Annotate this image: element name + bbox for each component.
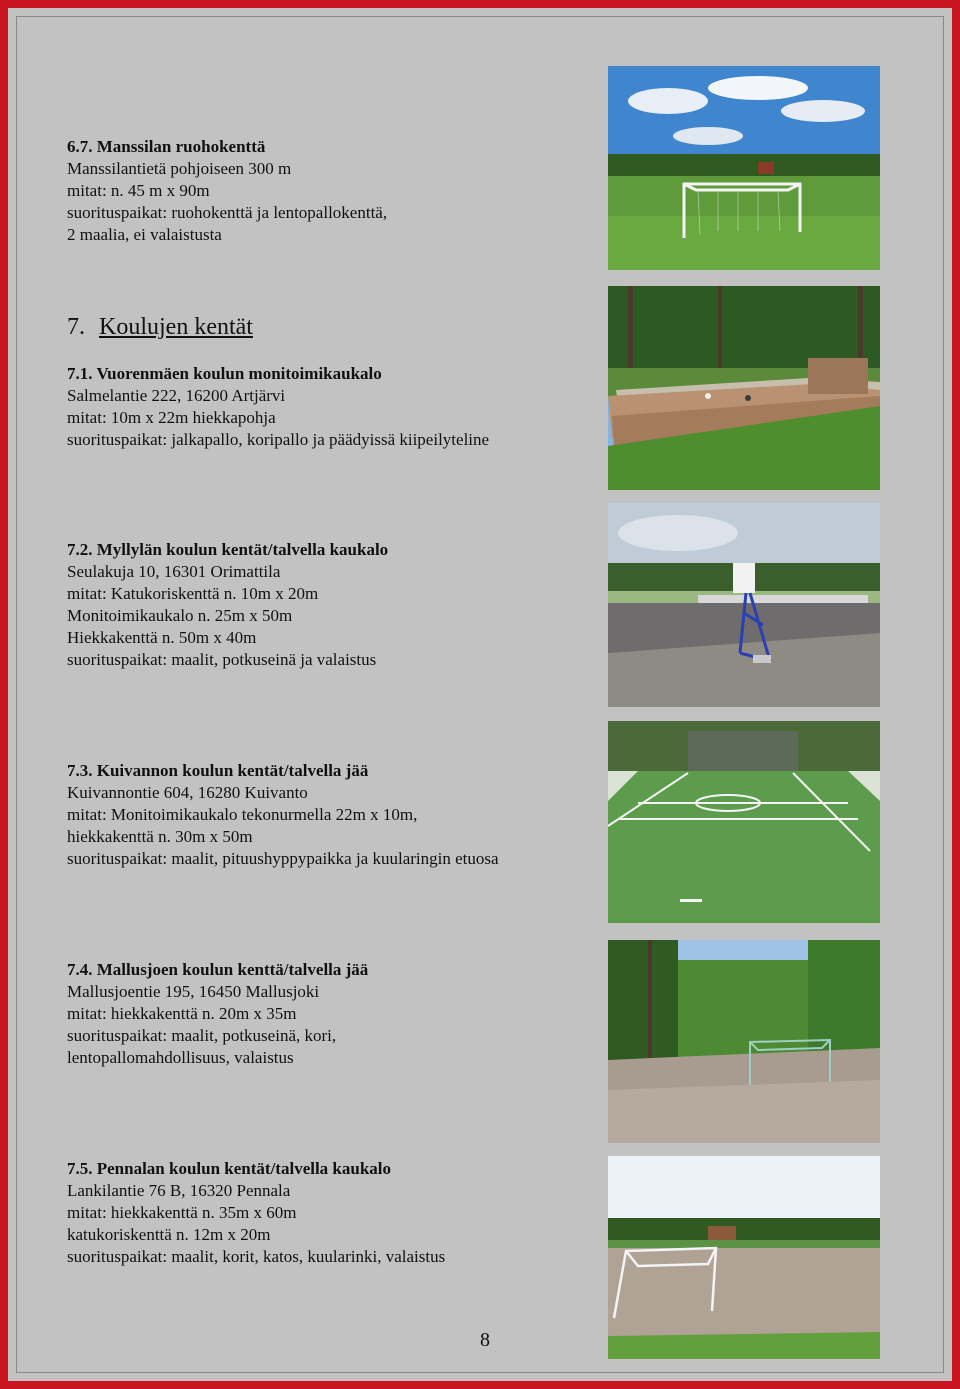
text-line: Salmelantie 222, 16200 Artjärvi (67, 386, 286, 405)
text-line: suorituspaikat: jalkapallo, koripallo ja päädyissä kiipeilyteline (67, 430, 490, 449)
text-line: mitat: n. 45 m x 90m (67, 181, 210, 200)
text-line: suorituspaikat: maalit, potkuseinä ja valaistus (67, 650, 377, 669)
section-heading: 7.3. Kuivannon koulun kentät/talvella jää (67, 761, 369, 780)
text-line: Manssilantietä pohjoiseen 300 m (67, 159, 292, 178)
section-heading: 7.1. Vuorenmäen koulun monitoimikaukalo (67, 364, 382, 383)
photo-artificial-turf (608, 721, 880, 923)
chapter-label: Koulujen kentät (99, 314, 253, 340)
section-7-4 (67, 959, 368, 1069)
section-heading: 7.4. Mallusjoen koulun kenttä/talvella jää (67, 960, 369, 979)
section-heading: 6.7. Manssilan ruohokenttä (67, 137, 266, 156)
section-7-1 (67, 363, 489, 451)
photo-gravel-field (608, 940, 880, 1143)
text-line: mitat: Monitoimikaukalo tekonurmella 22m x 10m, (67, 805, 418, 824)
text-line: mitat: Katukoriskenttä n. 10m x 20m (67, 584, 319, 603)
text-line: Monitoimikaukalo n. 25m x 50m (67, 606, 293, 625)
text-line: Kuivannontie 604, 16280 Kuivanto (67, 783, 308, 802)
text-line: mitat: 10m x 22m hiekkapohja (67, 408, 276, 427)
photo-asphalt-court (608, 503, 880, 707)
text-line: suorituspaikat: maalit, korit, katos, kuularinki, valaistus (67, 1247, 446, 1266)
chapter-number: 7. (67, 314, 85, 340)
photo-wooden-rink (608, 286, 880, 490)
photo-sand-field (608, 1156, 880, 1359)
text-line: Hiekkakenttä n. 50m x 40m (67, 628, 257, 647)
text-line: Mallusjoentie 195, 16450 Mallusjoki (67, 982, 320, 1001)
section-6-7 (67, 136, 387, 246)
text-line: 2 maalia, ei valaistusta (67, 225, 222, 244)
text-line: suorituspaikat: maalit, potkuseinä, kori, (67, 1026, 337, 1045)
text-line: suorituspaikat: ruohokenttä ja lentopallokenttä, (67, 203, 388, 222)
photo-grass-field (608, 66, 880, 270)
section-7-3 (67, 760, 499, 870)
section-7-2 (67, 539, 388, 671)
section-heading: 7.5. Pennalan koulun kentät/talvella kaukalo (67, 1159, 392, 1178)
chapter-title (67, 314, 253, 341)
text-line: mitat: hiekkakenttä n. 20m x 35m (67, 1004, 297, 1023)
section-7-5 (67, 1158, 445, 1268)
text-line: katukoriskenttä n. 12m x 20m (67, 1225, 271, 1244)
text-line: mitat: hiekkakenttä n. 35m x 60m (67, 1203, 297, 1222)
text-line: lentopallomahdollisuus, valaistus (67, 1048, 294, 1067)
text-line: suorituspaikat: maalit, pituushyppypaikka ja kuularingin etuosa (67, 849, 499, 868)
page-number: 8 (480, 1329, 490, 1351)
text-line: Lankilantie 76 B, 16320 Pennala (67, 1181, 291, 1200)
text-line: hiekkakenttä n. 30m x 50m (67, 827, 253, 846)
text-line: Seulakuja 10, 16301 Orimattila (67, 562, 281, 581)
section-heading: 7.2. Myllylän koulun kentät/talvella kaukalo (67, 540, 389, 559)
